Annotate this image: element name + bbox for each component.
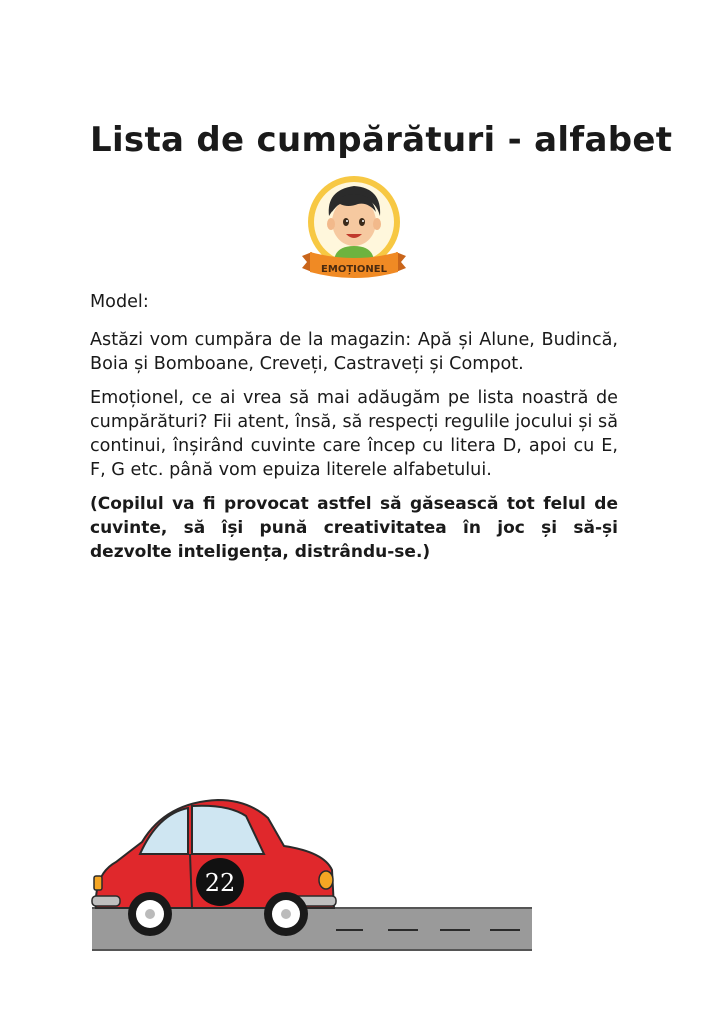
emotionel-mascot-illustration [296,172,412,284]
page-title: Lista de cumpărături - alfabet [90,120,673,160]
model-label: Model: [90,292,149,312]
mascot-label: EMOȚIONEL [321,264,387,275]
paragraph-shopping-list: Astăzi vom cumpăra de la magazin: Apă și Alune, Budincă, Boia și Bomboane, Creveți, Castraveți și Compot. [90,330,618,374]
car-road-illustration [88,790,538,960]
paragraph-instructions: Emoționel, ce ai vrea să mai adăugăm pe lista noastră de cumpărături? Fii atent, însă, să respecți regulile jocului și să continui, înșirând cuvinte care încep cu litera D, apoi cu E, F, G etc. până vom epuiza literele alfabetului. [90,388,618,480]
page-body [90,290,618,574]
page-number: 22 [204,869,236,897]
parent-note: (Copilul va fi provocat astfel să găsească tot felul de cuvinte, să își pună creativitatea în joc și să-și dezvolte inteligența, distrându-se.) [90,494,618,562]
